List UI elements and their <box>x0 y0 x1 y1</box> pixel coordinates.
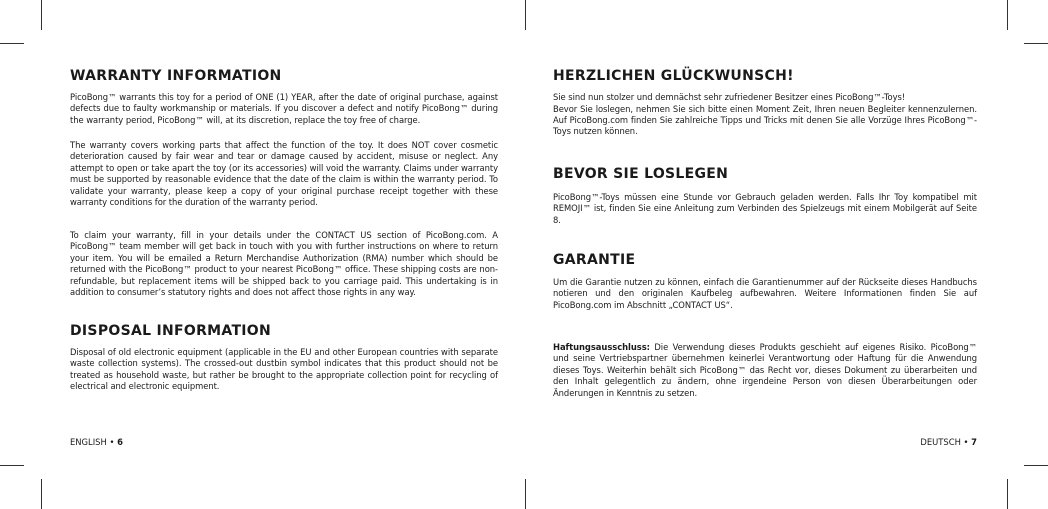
crop-mark <box>1007 0 1008 30</box>
crop-mark <box>0 465 24 466</box>
crop-mark <box>1024 43 1048 44</box>
footer-language: DEUTSCH <box>920 437 961 447</box>
footer-page-number: 6 <box>117 437 123 447</box>
disposal-heading: DISPOSAL INFORMATION <box>70 323 272 339</box>
warranty-heading: WARRANTY INFORMATION <box>70 68 282 84</box>
disposal-paragraph: Disposal of old electronic equipment (applicable in the EU and other European countries with separate waste collection systems). The crossed-out dustbin symbol indicates that this product should not be treated as household waste, but rather be brought to the appropriate collection point for recycling of electrical and electronic equipment. <box>70 347 498 392</box>
crop-mark <box>1024 465 1048 466</box>
crop-mark <box>41 0 42 30</box>
disclaimer-text: Die Verwendung dieses Produkts geschieht auf eigenes Risiko. PicoBong™ und seine Vertriebspartner übernehmen keinerlei Verantwortung oder Haftung für die Anwendung dieses Toys. Weiterhin behält sich PicoBong™ das Recht vor, dieses Dokument zu überarbeiten und den Inhalt gelegentlich zu ändern, ohne irgendeine Person von diesen Überarbeitungen oder Änderungen in Kenntnis zu setzen. <box>553 342 977 398</box>
crop-mark <box>525 0 526 30</box>
crop-mark <box>525 479 526 509</box>
footer-page-number: 7 <box>971 437 977 447</box>
before-heading: BEVOR SIE LOSLEGEN <box>553 166 729 182</box>
english-page <box>70 0 498 509</box>
warranty-paragraph-2: The warranty covers working parts that affect the function of the toy. It does NOT cover cosmetic deterioration caused by fair wear and tear or damage caused by accident, misuse or neglect. Any attempt to open or take apart the toy (or its accessories) will void the warranty. Claims under warranty must be supported by reasonable evidence that the date of the claim is within the warranty period. To validate your warranty, please keep a copy of your original purchase receipt together with these warranty conditions for the duration of the warranty period. <box>70 140 498 208</box>
footer-separator: • <box>109 437 115 447</box>
page-footer <box>920 437 977 447</box>
disclaimer-label: Haftungsausschluss: <box>553 342 650 352</box>
crop-mark <box>1007 479 1008 509</box>
disclaimer-paragraph <box>553 342 977 399</box>
warranty-paragraph-1: PicoBong™ warrants this toy for a period of ONE (1) YEAR, after the date of original purchase, against defects due to faulty workmanship or materials. If you discover a defect and notify PicoBong™ during the warranty period, PicoBong™ will, at its discretion, replace the toy free of charge. <box>70 92 498 125</box>
congrats-heading: HERZLICHEN GLÜCKWUNSCH! <box>553 68 794 84</box>
before-paragraph: PicoBong™-Toys müssen eine Stunde vor Gebrauch geladen werden. Falls Ihr Toy kompatibel mit REMOJI™ ist, finden Sie eine Anleitung zum Verbinden des Spielzeugs mit einem Mobilgerät auf Seite 8. <box>553 192 977 225</box>
footer-language: ENGLISH <box>70 437 107 447</box>
warranty-paragraph-3: To claim your warranty, fill in your details under the CONTACT US section of PicoBong.com. A PicoBong™ team member will get back in touch with you with further instructions on where to return your item. You will be emailed a Return Merchandise Authorization (RMA) number which should be returned with the PicoBong™ product to your nearest PicoBong™ office. These shipping costs are non-refundable, but replacement items will be shipped back to you carriage paid. This undertaking is in addition to consumer’s statutory rights and does not affect those rights in any way. <box>70 230 498 298</box>
footer-separator: • <box>963 437 969 447</box>
crop-mark <box>41 479 42 509</box>
congrats-line-2: Bevor Sie loslegen, nehmen Sie sich bitte einen Moment Zeit, Ihren neuen Begleiter kennenzulernen. Auf PicoBong.com finden Sie zahlreiche Tipps und Tricks mit denen Sie alle Vorzüge Ihres PicoBong™-Toys nutzen können. <box>553 103 977 137</box>
page-footer <box>70 437 123 447</box>
guarantee-heading: GARANTIE <box>553 252 636 268</box>
guarantee-paragraph: Um die Garantie nutzen zu können, einfach die Garantienummer auf der Rückseite dieses Handbuchs notieren und den originalen Kaufbeleg aufbewahren. Weitere Informationen finden Sie auf PicoBong.com im Abschnitt „CONTACT US“. <box>553 277 977 310</box>
crop-mark <box>0 43 24 44</box>
congrats-line-1: Sie sind nun stolzer und demnächst sehr zufriedener Besitzer eines PicoBong™-Toys! <box>553 92 906 102</box>
german-page <box>553 0 977 509</box>
